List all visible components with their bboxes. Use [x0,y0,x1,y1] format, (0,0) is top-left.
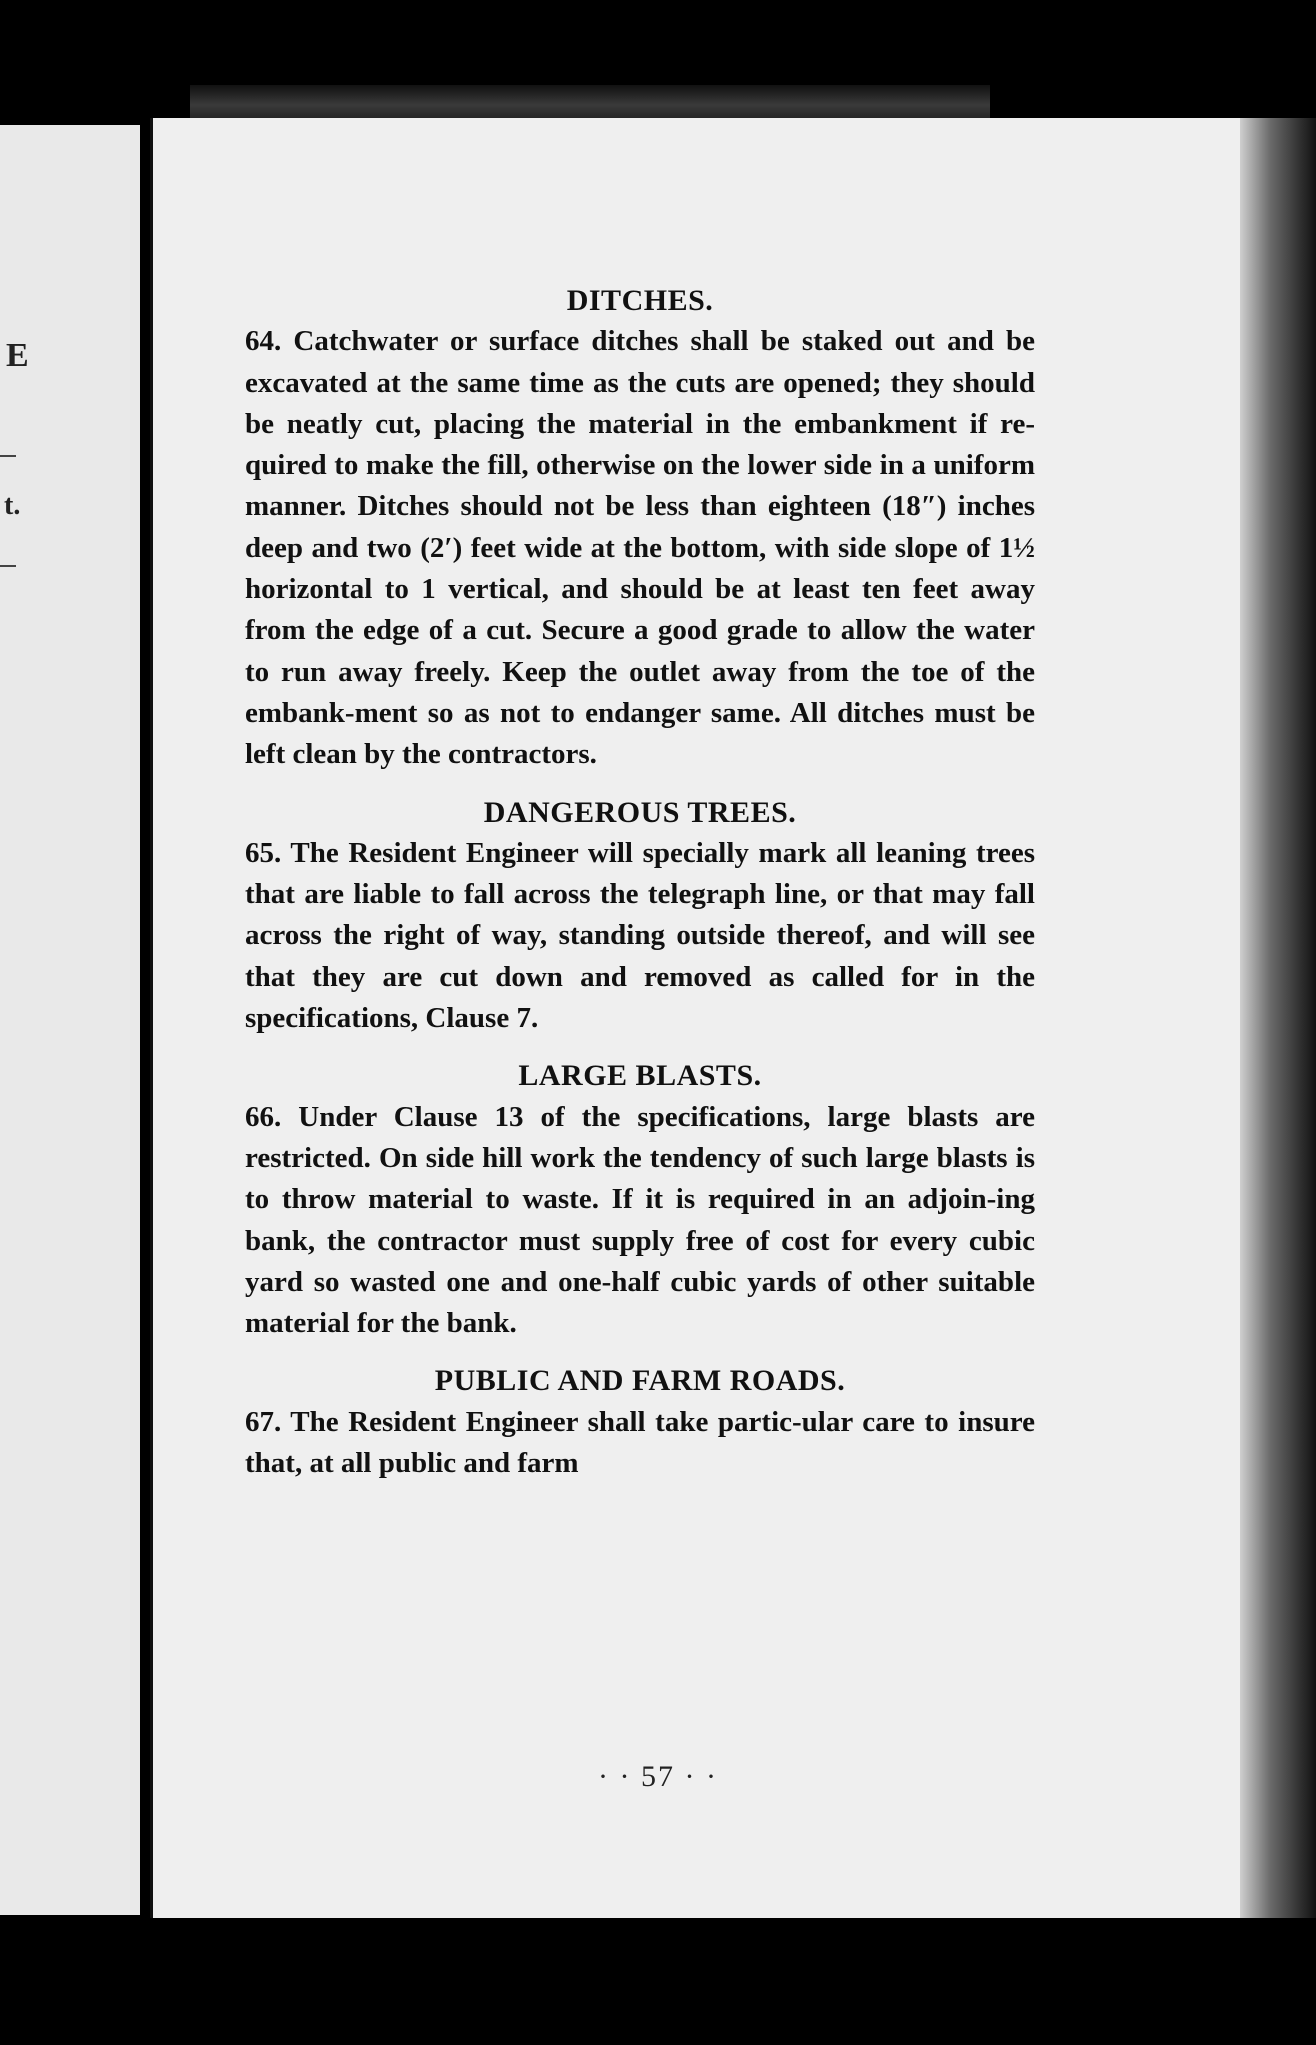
left-page-rule [0,455,16,457]
left-page-fragment: E [6,337,29,374]
section-heading: PUBLIC AND FARM ROADS. [434,1364,846,1398]
section-paragraph: 66. Under Clause 13 of the specifications, large blasts are restricted. On side hill work the tendency of such large blasts is to throw material to waste. If it is required in an adjoin-ing bank, the contractor must supply free of cost for every cubic yard so wasted one and one-half cubic yards of other suitable material for the bank. [245,1100,1035,1340]
left-page-rule [0,565,16,567]
section-heading: DANGEROUS TREES. [483,795,797,829]
left-page-fragment: t. [4,490,21,521]
section-heading: LARGE BLASTS. [518,1059,762,1093]
previous-page-edge [0,125,140,1915]
section-paragraph: 64. Catchwater or surface ditches shall be staked out and be excavated at the same time as the cuts are opened; they should be neatly cut, placing the material in the embankment if re-quired to make the fill, otherwise on the lower side in a uniform manner. Ditches should not be less than eighteen (18″) inches deep and two (2′) feet wide at the bottom, with side slope of 1½ horizontal to 1 vertical, and should be at least ten feet away from the edge of a cut. Secure a good grade to allow the water to run away freely. Keep the outlet away from the toe of the embank-ment so as not to endanger same. All ditches must be left clean by the contractors. [245,325,1035,771]
section-heading: DITCHES. [566,284,714,317]
section-paragraph: 67. The Resident Engineer shall take partic-ular care to insure that, at all public and farm [245,1405,1035,1480]
page-number: · · 57 · · [598,1760,718,1793]
page-text [245,280,1035,1484]
page-edge-shadow [1240,118,1316,1918]
section-paragraph: 65. The Resident Engineer will specially mark all leaning trees that are liable to fall across the telegraph line, or that may fall across the right of way, standing outside thereof, and will see that they are cut down and removed as called for in the specifications, Clause 7. [245,836,1035,1035]
